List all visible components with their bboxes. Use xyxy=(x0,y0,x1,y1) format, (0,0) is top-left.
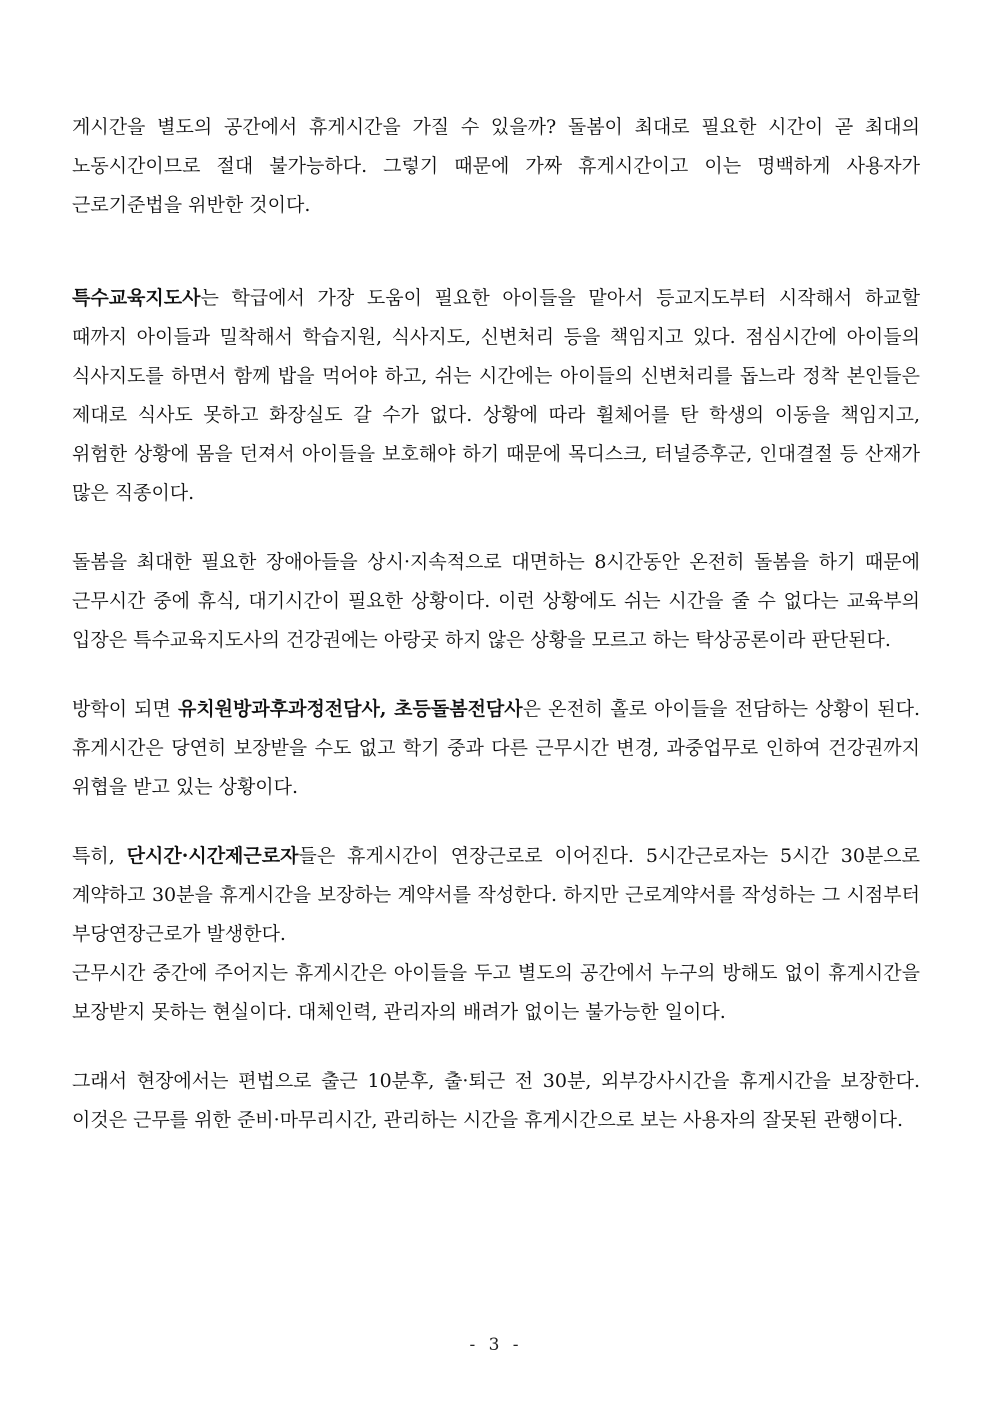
paragraph-2 xyxy=(72,279,920,513)
paragraph-4-lead: 방학이 되면 xyxy=(72,698,178,720)
document-body xyxy=(72,108,920,1140)
paragraph-5-text: 들은 휴게시간이 연장근로로 이어진다. 5시간근로자는 5시간 30분으로 계약하고 30분을 휴게시간을 보장하는 계약서를 작성한다. 하지만 근로계약서를 작성하는 그 시점부터 부당연장근로가 발생한다. xyxy=(72,845,920,945)
paragraph-1-text: 게시간을 별도의 공간에서 휴게시간을 가질 수 있을까? 돌봄이 최대로 필요한 시간이 곧 최대의 노동시간이므로 절대 불가능하다. 그렇기 때문에 가짜 휴게시간이고 이는 명백하게 사용자가 근로기준법을 위반한 것이다. xyxy=(72,116,920,216)
term-special-education-aide: 특수교육지도사 xyxy=(72,287,201,309)
paragraph-7-text: 그래서 현장에서는 편법으로 출근 10분후, 출·퇴근 전 30분, 외부강사시간을 휴게시간을 보장한다. 이것은 근무를 위한 준비·마무리시간, 관리하는 시간을 휴게시간으로 보는 사용자의 잘못된 관행이다. xyxy=(72,1070,920,1131)
paragraph-6-text: 근무시간 중간에 주어지는 휴게시간은 아이들을 두고 별도의 공간에서 누구의 방해도 없이 휴게시간을 보장받지 못하는 현실이다. 대체인력, 관리자의 배려가 없이는 불가능한 일이다. xyxy=(72,962,920,1023)
term-care-staff: 유치원방과후과정전담사, 초등돌봄전담사 xyxy=(177,698,523,720)
spacer xyxy=(72,807,920,837)
paragraph-3 xyxy=(72,543,920,660)
spacer xyxy=(72,1032,920,1062)
paragraph-6 xyxy=(72,954,920,1032)
paragraph-4 xyxy=(72,690,920,807)
page-number: - 3 - xyxy=(469,1335,523,1355)
paragraph-5-lead: 특히, xyxy=(72,845,127,867)
paragraph-2-text: 는 학급에서 가장 도움이 필요한 아이들을 맡아서 등교지도부터 시작해서 하교할 때까지 아이들과 밀착해서 학습지원, 식사지도, 신변처리 등을 책임지고 있다. 점심시간에 아이들의 식사지도를 하면서 함께 밥을 먹어야 하고, 쉬는 시간에는 아이들의 신변처리를 돕느라 정착 본인들은 제대로 식사도 못하고 화장실도 갈 수가 없다. 상황에 따라 휠체어를 탄 학생의 이동을 책임지고, 위험한 상황에 몸을 던져서 아이들을 보호해야 하기 때문에 목디스크, 터널증후군, 인대결절 등 산재가 많은 직종이다. xyxy=(72,287,920,504)
spacer xyxy=(72,513,920,543)
paragraph-3-text: 돌봄을 최대한 필요한 장애아들을 상시·지속적으로 대면하는 8시간동안 온전히 돌봄을 하기 때문에 근무시간 중에 휴식, 대기시간이 필요한 상황이다. 이런 상황에도 쉬는 시간을 줄 수 없다는 교육부의 입장은 특수교육지도사의 건강권에는 아랑곳 하지 않은 상황을 모르고 하는 탁상공론이라 판단된다. xyxy=(72,551,920,651)
paragraph-4-text: 은 온전히 홀로 아이들을 전담하는 상황이 된다. 휴게시간은 당연히 보장받을 수도 없고 학기 중과 다른 근무시간 변경, 과중업무로 인하여 건강권까지 위협을 받고 있는 상황이다. xyxy=(72,698,920,798)
paragraph-5 xyxy=(72,837,920,954)
spacer xyxy=(72,225,920,279)
paragraph-7 xyxy=(72,1062,920,1140)
paragraph-1 xyxy=(72,108,920,225)
spacer xyxy=(72,660,920,690)
term-part-time-workers: 단시간·시간제근로자 xyxy=(126,845,299,867)
